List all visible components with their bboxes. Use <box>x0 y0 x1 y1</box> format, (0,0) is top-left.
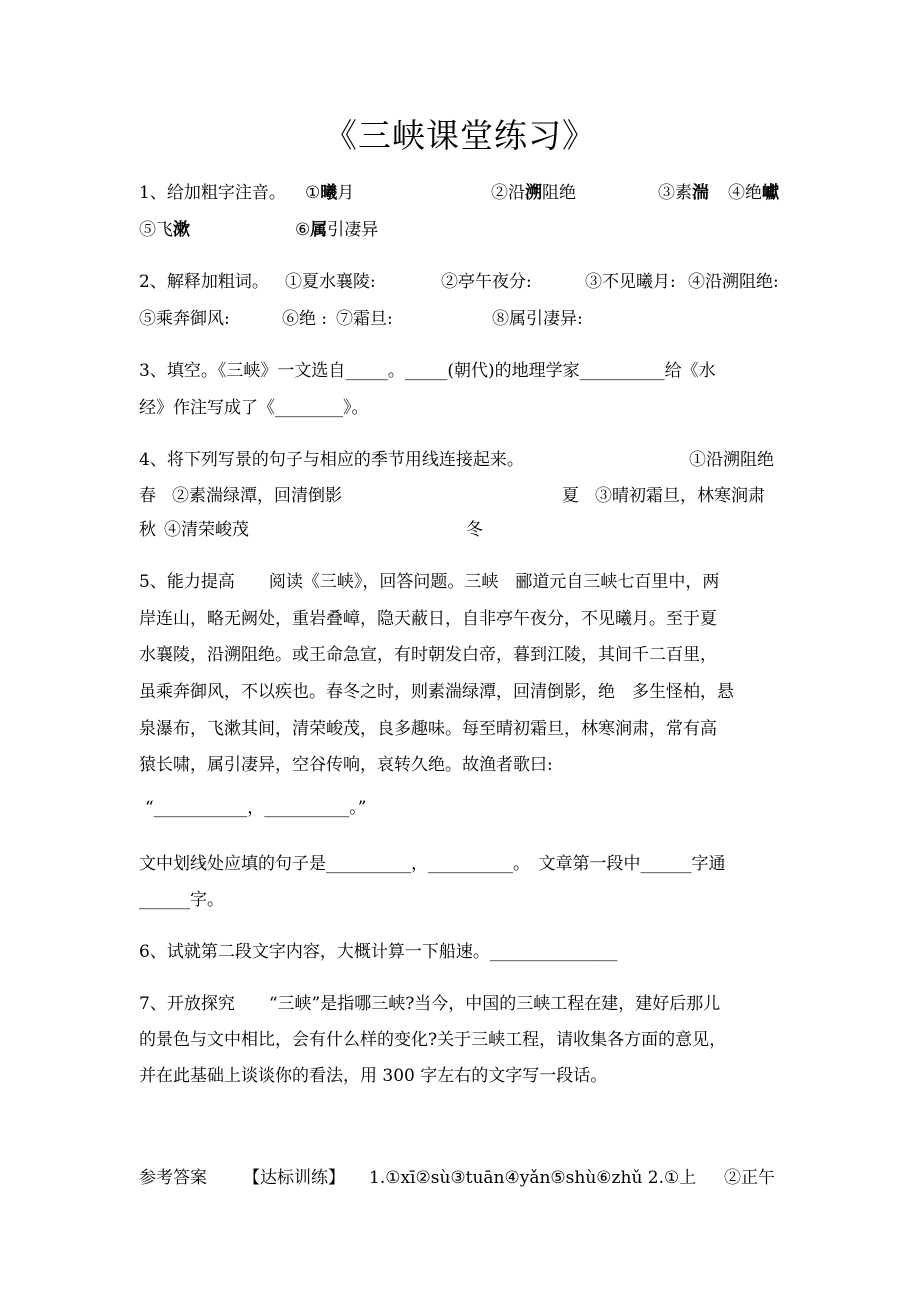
q1-item-1: ①曦月 <box>305 183 355 203</box>
q4-sentence-1: ①沿溯阻绝 <box>689 450 774 470</box>
q1-item-5: ⑤飞漱 <box>139 220 190 240</box>
q4-season-autumn: 秋 <box>139 520 156 540</box>
answers-label: 参考答案 <box>139 1168 207 1188</box>
q1-item-4: ④绝巘 <box>728 183 779 203</box>
q4-season-spring: 春 <box>139 486 156 506</box>
q1-item-6: ⑥属引凄异 <box>295 220 379 240</box>
q2-item-6: ⑥绝 : <box>282 309 328 329</box>
q5-passage-line-3: 水襄陵，沿溯阻绝。或王命急宣，有时朝发白帝，暮到江陵，其间千二百里， <box>139 645 717 665</box>
q1-item-3: ③素湍 <box>658 183 709 203</box>
q1-item-2: ②沿溯阻绝 <box>491 183 576 203</box>
q5-fill-blank: “___________，__________。” <box>145 798 367 818</box>
q2-prefix: 2、解释加粗词。 <box>139 272 269 292</box>
page-title: 《三峡课堂练习》 <box>324 116 596 155</box>
q5-question-line-2: ______字。 <box>139 890 224 910</box>
q2-item-7: ⑦霜旦: <box>336 309 393 329</box>
q2-item-3: ③不见曦月: <box>585 272 676 292</box>
q5-passage-line-1: 5、能力提高 阅读《三峡》，回答问题。三峡 郦道元自三峡七百里中，两 <box>139 572 720 592</box>
answers-text: 1.①xī②sù③tuān④yǎn⑤shù⑥zhǔ 2.①上 <box>369 1168 697 1188</box>
q2-item-2: ②亭午夜分: <box>441 272 532 292</box>
q2-item-1: ①夏水襄陵: <box>285 272 376 292</box>
q2-item-5: ⑤乘奔御风: <box>139 309 230 329</box>
q7-line-3: 并在此基础上谈谈你的看法，用 300 字左右的文字写一段话。 <box>139 1066 608 1086</box>
q7-line-1: 7、开放探究 “三峡”是指哪三峡?当今，中国的三峡工程在建，建好后那儿 <box>139 994 721 1014</box>
q5-passage-line-2: 岸连山，略无阙处，重岩叠嶂，隐天蔽日，自非亭午夜分，不见曦月。至于夏 <box>139 609 717 629</box>
q7-line-2: 的景色与文中相比，会有什么样的变化?关于三峡工程，请收集各方面的意见， <box>139 1030 727 1050</box>
q5-passage-line-6: 猿长啸，属引凄异，空谷传响，哀转久绝。故渔者歌曰: <box>139 755 553 775</box>
q5-question-line-1: 文中划线处应填的句子是__________，__________。 文章第一段中______字通 <box>139 854 726 874</box>
q4-season-summer: 夏 <box>562 486 579 506</box>
q4-intro: 4、将下列写景的句子与相应的季节用线连接起来。 <box>139 450 524 470</box>
answers-section: 【达标训练】 <box>243 1168 345 1188</box>
answers-tail: ②正午 <box>724 1168 775 1188</box>
q4-sentence-2: ②素湍绿潭，回清倒影 <box>172 486 342 506</box>
q6-text: 6、试就第二段文字内容，大概计算一下船速。_______________ <box>139 942 618 962</box>
q5-passage-line-5: 泉瀑布，飞漱其间，清荣峻茂，良多趣味。每至晴初霜旦，林寒涧肃，常有高 <box>139 719 717 739</box>
q2-item-8: ⑧属引凄异: <box>492 309 583 329</box>
q3-line-2: 经》作注写成了《________》。 <box>139 398 369 418</box>
q5-passage-line-4: 虽乘奔御风，不以疾也。春冬之时，则素湍绿潭，回清倒影，绝 多生怪柏，悬 <box>139 682 734 702</box>
q4-sentence-3: ③晴初霜旦，林寒涧肃 <box>595 486 765 506</box>
q4-sentence-4: ④清荣峻茂 <box>164 520 249 540</box>
q1-prefix: 1、给加粗字注音。 <box>139 183 286 203</box>
q3-line-1: 3、填空。《三峡》一文选自_____。_____(朝代)的地理学家__________给《水 <box>139 361 716 381</box>
q4-season-winter: 冬 <box>466 520 483 540</box>
q2-item-4: ④沿溯阻绝: <box>688 272 779 292</box>
